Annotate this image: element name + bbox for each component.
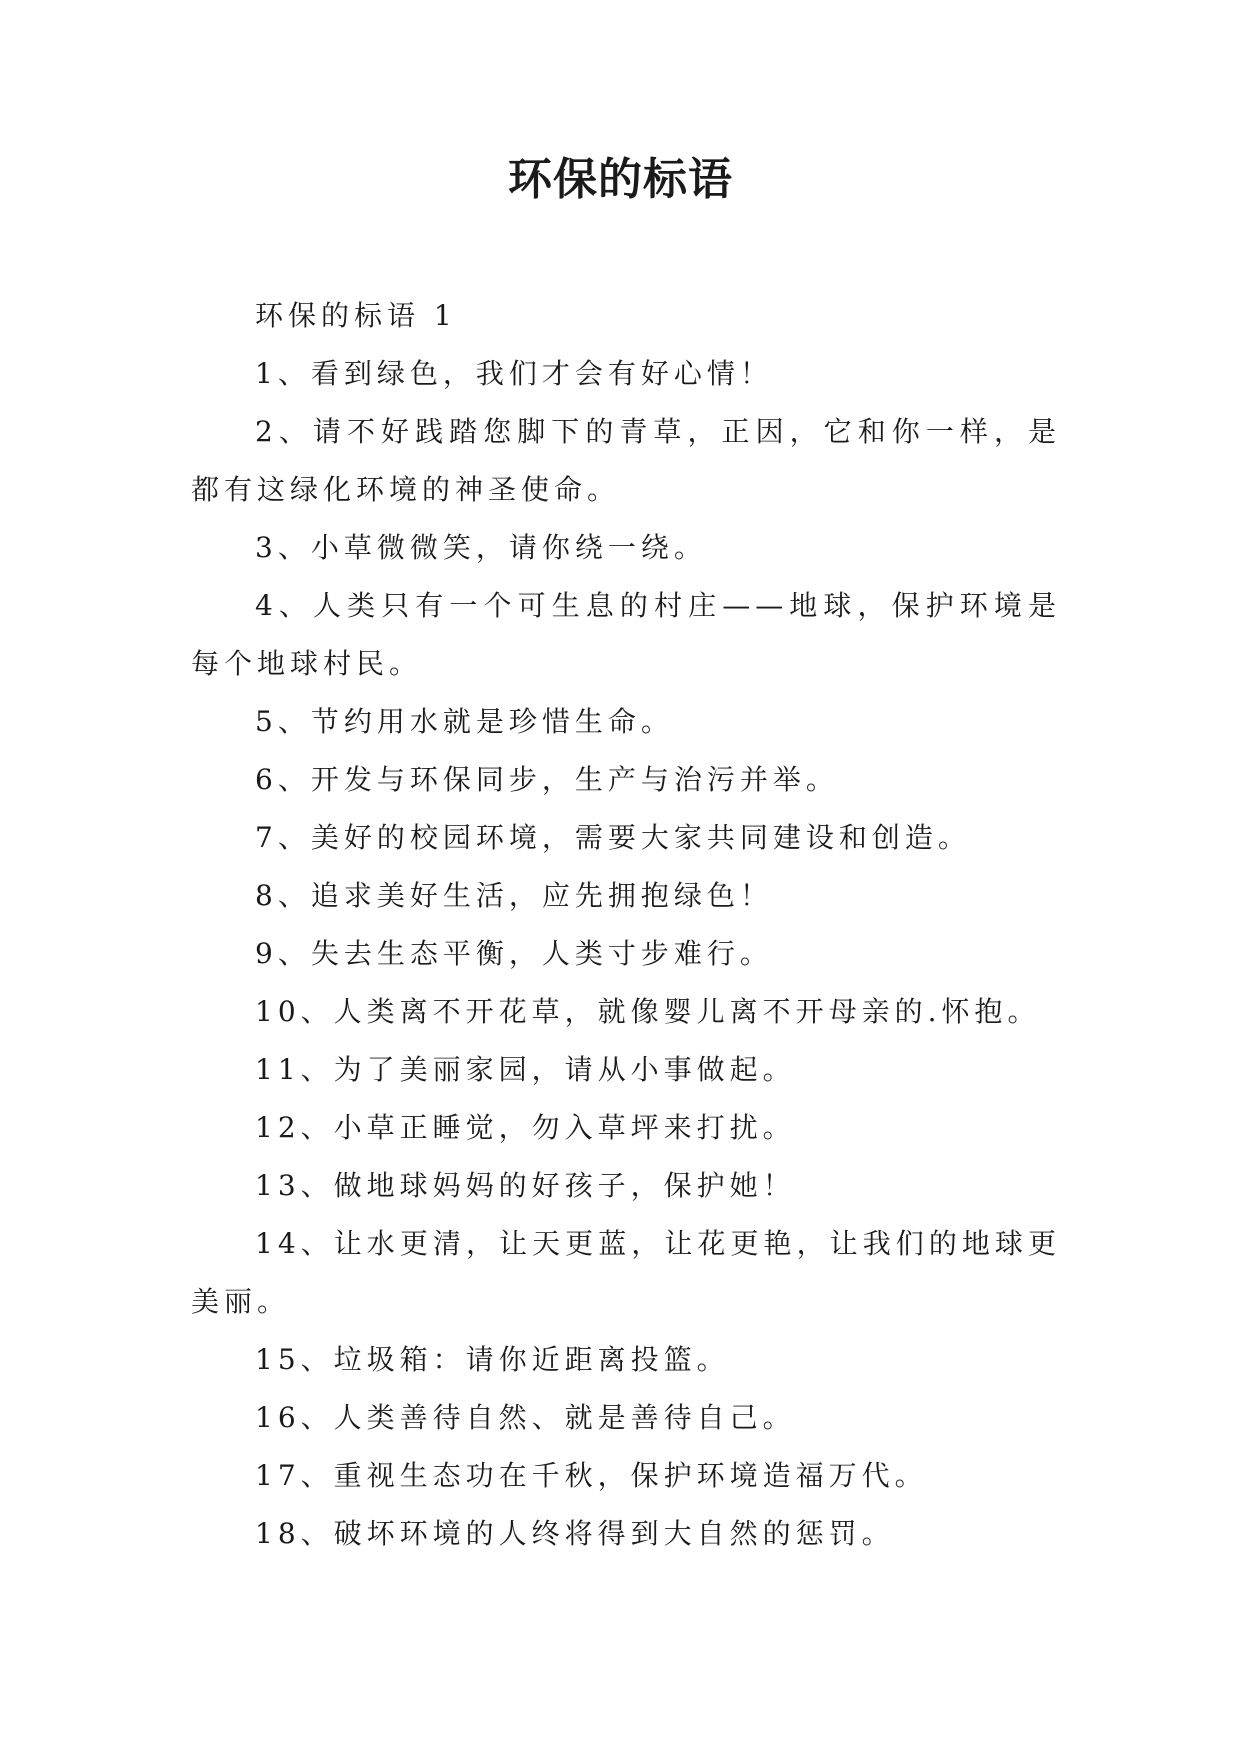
slogan-item: 17、重视生态功在千秋，保护环境造福万代。: [255, 1459, 928, 1492]
slogan-item: 9、失去生态平衡，人类寸步难行。: [255, 937, 773, 970]
slogan-item: 11、为了美丽家园，请从小事做起。: [255, 1053, 796, 1086]
slogan-item: 5、节约用水就是珍惜生命。: [255, 705, 674, 738]
slogan-item: 2、请不好践踏您脚下的青草，正因，它和你一样，是都有这绿化环境的神圣使命。: [191, 415, 1061, 506]
slogan-item: 10、人类离不开花草，就像婴儿离不开母亲的.怀抱。: [255, 995, 1041, 1028]
slogan-item: 6、开发与环保同步，生产与治污并举。: [255, 763, 839, 796]
slogan-item: 4、人类只有一个可生息的村庄——地球，保护环境是每个地球村民。: [191, 589, 1061, 680]
slogan-item: 8、追求美好生活，应先拥抱绿色！: [255, 879, 773, 912]
slogan-item: 3、小草微微笑，请你绕一绕。: [255, 531, 707, 564]
slogan-item: 12、小草正睡觉，勿入草坪来打扰。: [255, 1111, 796, 1144]
slogan-item: 7、美好的校园环境，需要大家共同建设和创造。: [255, 821, 971, 854]
section-heading: 环保的标语 1: [255, 299, 457, 332]
slogan-item: 15、垃圾箱：请你近距离投篮。: [255, 1343, 730, 1376]
slogan-item: 18、破坏环境的人终将得到大自然的惩罚。: [255, 1517, 895, 1550]
document-title: 环保的标语: [508, 154, 733, 205]
slogan-item: 14、让水更清，让天更蓝，让花更艳，让我们的地球更美丽。: [191, 1227, 1061, 1318]
document-body: [191, 287, 1061, 1563]
slogan-item: 16、人类善待自然、就是善待自己。: [255, 1401, 796, 1434]
slogan-item: 1、看到绿色，我们才会有好心情！: [255, 357, 773, 390]
slogan-item: 13、做地球妈妈的好孩子，保护她！: [255, 1169, 796, 1202]
